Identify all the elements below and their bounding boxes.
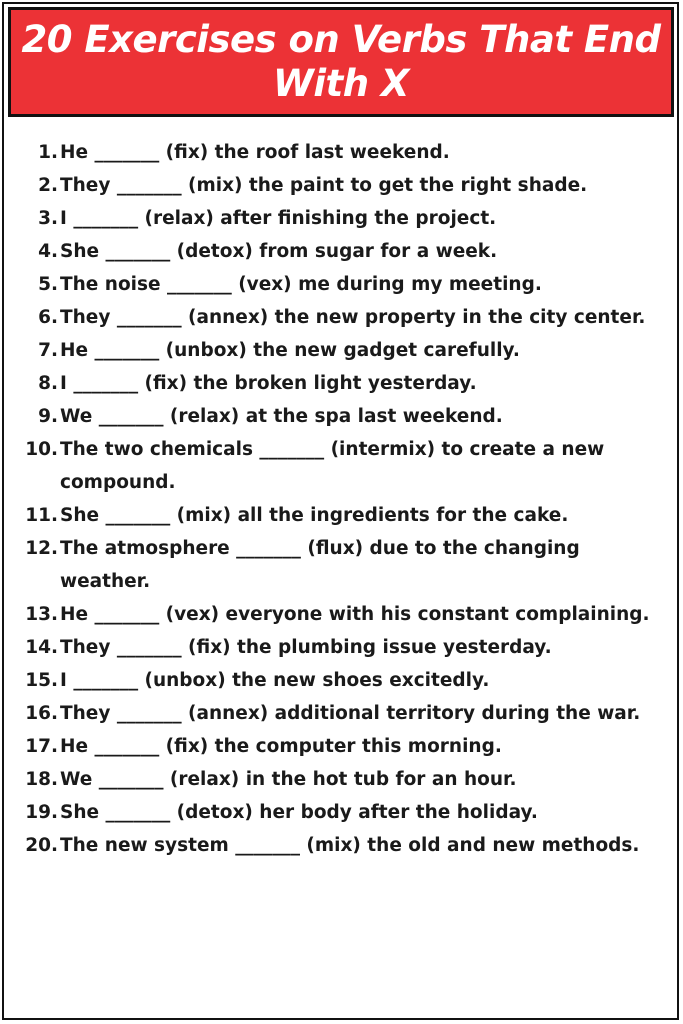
exercise-item <box>0 796 683 829</box>
exercise-text: The atmosphere _______ (flux) due to the changing weather. <box>60 538 580 592</box>
exercise-item <box>0 631 683 664</box>
title-banner <box>8 7 674 117</box>
exercise-text: The new system _______ (mix) the old and new methods. <box>60 835 640 856</box>
exercise-item <box>0 136 683 169</box>
exercise-number: 1. <box>38 142 58 163</box>
exercise-number: 20. <box>25 835 58 856</box>
exercise-text: She _______ (detox) from sugar for a week. <box>60 241 498 262</box>
exercise-number: 5. <box>38 274 58 295</box>
exercise-text: They _______ (fix) the plumbing issue yesterday. <box>60 637 552 658</box>
exercise-number: 11. <box>25 505 58 526</box>
exercise-text: They _______ (mix) the paint to get the right shade. <box>60 175 588 196</box>
exercise-item <box>0 697 683 730</box>
exercise-item <box>0 400 683 433</box>
exercise-number: 18. <box>25 769 58 790</box>
exercise-text: They _______ (annex) the new property in the city center. <box>60 307 646 328</box>
exercise-item <box>0 664 683 697</box>
exercise-item <box>0 169 683 202</box>
exercise-number: 16. <box>25 703 58 724</box>
exercise-number: 4. <box>38 241 58 262</box>
exercise-item <box>0 202 683 235</box>
exercise-number: 9. <box>38 406 58 427</box>
exercise-item <box>0 268 683 301</box>
exercise-text: She _______ (mix) all the ingredients for the cake. <box>60 505 569 526</box>
exercise-text: I _______ (fix) the broken light yesterday. <box>60 373 477 394</box>
exercise-item <box>0 532 683 598</box>
exercise-list <box>0 136 683 862</box>
exercise-item <box>0 730 683 763</box>
exercise-text: We _______ (relax) in the hot tub for an hour. <box>60 769 517 790</box>
exercise-item <box>0 334 683 367</box>
exercise-text: She _______ (detox) her body after the holiday. <box>60 802 538 823</box>
exercise-number: 8. <box>38 373 58 394</box>
exercise-number: 14. <box>25 637 58 658</box>
exercise-text: He _______ (unbox) the new gadget carefully. <box>60 340 520 361</box>
exercise-item <box>0 763 683 796</box>
exercise-number: 7. <box>38 340 58 361</box>
exercise-text: The noise _______ (vex) me during my meeting. <box>60 274 542 295</box>
exercise-text: He _______ (vex) everyone with his constant complaining. <box>60 604 650 625</box>
exercise-text: The two chemicals _______ (intermix) to create a new compound. <box>60 439 605 493</box>
exercise-text: He _______ (fix) the roof last weekend. <box>60 142 450 163</box>
exercise-text: They _______ (annex) additional territory during the war. <box>60 703 641 724</box>
exercise-item <box>0 235 683 268</box>
exercise-number: 6. <box>38 307 58 328</box>
exercise-number: 15. <box>25 670 58 691</box>
exercise-item <box>0 598 683 631</box>
exercise-number: 12. <box>25 538 58 559</box>
exercise-item <box>0 433 683 499</box>
exercise-item <box>0 301 683 334</box>
exercise-item <box>0 499 683 532</box>
exercise-number: 3. <box>38 208 58 229</box>
exercise-text: We _______ (relax) at the spa last weekend. <box>60 406 503 427</box>
exercise-number: 19. <box>25 802 58 823</box>
exercise-text: He _______ (fix) the computer this morning. <box>60 736 502 757</box>
exercise-number: 10. <box>25 439 58 460</box>
exercise-item <box>0 829 683 862</box>
exercise-number: 13. <box>25 604 58 625</box>
page-title: 20 Exercises on Verbs That End With X <box>21 18 661 105</box>
exercise-number: 2. <box>38 175 58 196</box>
exercise-text: I _______ (relax) after finishing the project. <box>60 208 497 229</box>
exercise-number: 17. <box>25 736 58 757</box>
exercise-text: I _______ (unbox) the new shoes excitedly. <box>60 670 490 691</box>
exercise-item <box>0 367 683 400</box>
